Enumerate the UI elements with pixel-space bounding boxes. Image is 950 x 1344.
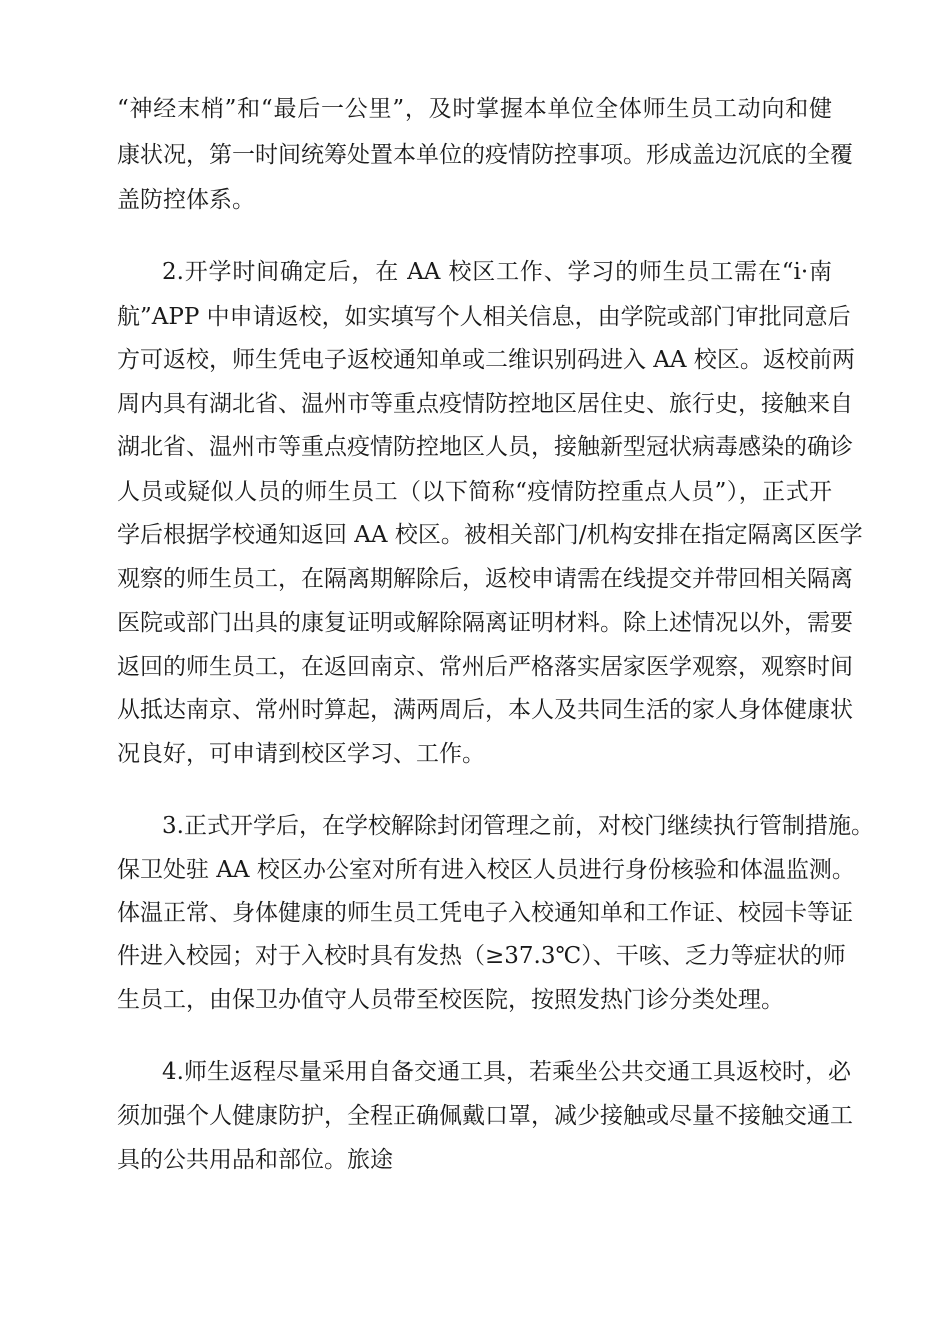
text-line: 学后根据学校通知返回 AA 校区。被相关部门/机构安排在指定隔离区医学 [117,522,863,548]
text-line: 周内具有湖北省、温州市等重点疫情防控地区居住史、旅行史，接触来自 [117,391,853,417]
text-line: 康状况，第一时间统筹处置本单位的疫情防控事项。形成盖边沉底的全覆 [117,142,853,168]
text-line: “神经末梢”和“最后一公里”，及时掌握本单位全体师生员工动向和健 [117,96,832,122]
text-line: 方可返校，师生凭电子返校通知单或二维识别码进入 AA 校区。返校前两 [117,347,855,373]
text-line: 保卫处驻 AA 校区办公室对所有进入校区人员进行身份核验和体温监测。 [117,857,855,883]
text-line: 返回的师生员工，在返回南京、常州后严格落实居家医学观察，观察时间 [117,654,853,680]
text-line: 医院或部门出具的康复证明或解除隔离证明材料。除上述情况以外，需要 [117,610,853,636]
text-line: 况良好，可申请到校区学习、工作。 [117,741,485,767]
text-line: 4.师生返程尽量采用自备交通工具，若乘坐公共交通工具返校时，必 [162,1059,851,1085]
text-line: 须加强个人健康防护，全程正确佩戴口罩，减少接触或尽量不接触交通工 [117,1103,853,1129]
text-line: 3.正式开学后，在学校解除封闭管理之前，对校门继续执行管制措施。 [162,813,874,839]
text-line: 件进入校园；对于入校时具有发热（≥37.3℃）、干咳、乏力等症状的师 [117,943,846,969]
text-line: 盖防控体系。 [117,187,255,213]
text-line: 航”APP 中申请返校，如实填写个人相关信息，由学院或部门审批同意后 [117,304,851,330]
text-line: 人员或疑似人员的师生员工（以下简称“疫情防控重点人员”），正式开 [117,479,832,505]
text-line: 从抵达南京、常州时算起，满两周后，本人及共同生活的家人身体健康状 [117,697,853,723]
text-line: 观察的师生员工，在隔离期解除后，返校申请需在线提交并带回相关隔离 [117,566,853,592]
text-line: 2.开学时间确定后，在 AA 校区工作、学习的师生员工需在“i·南 [162,259,832,285]
text-line: 体温正常、身体健康的师生员工凭电子入校通知单和工作证、校园卡等证 [117,900,853,926]
text-line: 湖北省、温州市等重点疫情防控地区人员，接触新型冠状病毒感染的确诊 [117,434,853,460]
text-line: 具的公共用品和部位。旅途 [117,1147,393,1173]
text-line: 生员工，由保卫办值守人员带至校医院，按照发热门诊分类处理。 [117,987,784,1013]
